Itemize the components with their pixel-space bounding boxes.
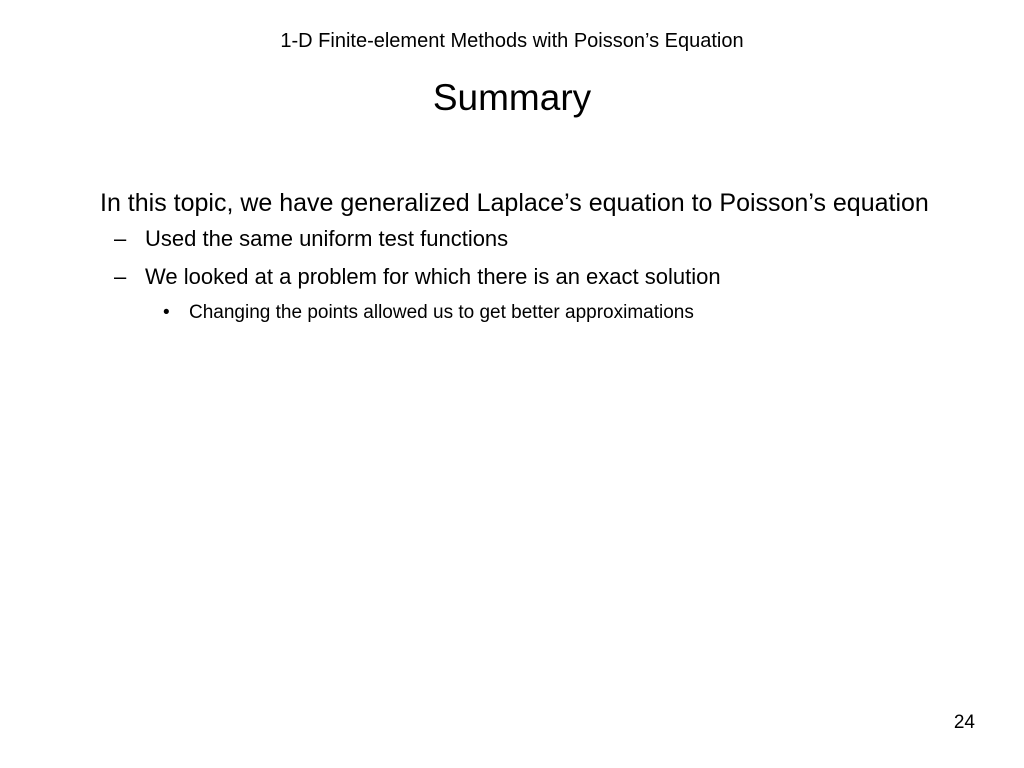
slide-title: Summary [432,77,592,118]
bullet-text: Used the same uniform test functions [145,226,509,251]
page-number: 24 [953,712,975,733]
bullet-text: Changing the points allowed us to get better approximations [189,302,694,323]
bullet-level-1 [100,186,940,220]
bullet-level-3 [100,300,940,326]
bullet-level-2 [100,262,940,292]
bullet-text: In this topic, we have generalized Laplace’s equation to Poisson’s equation [100,189,929,217]
bullet-list [100,186,940,326]
bullet-dot-marker: • [163,302,170,323]
header-title: 1-D Finite-element Methods with Poisson’s Equation [280,30,744,52]
dash-marker: – [114,264,127,289]
dash-marker: – [114,226,127,251]
bullet-level-2 [100,224,940,254]
bullet-text: We looked at a problem for which there is an exact solution [145,264,721,289]
